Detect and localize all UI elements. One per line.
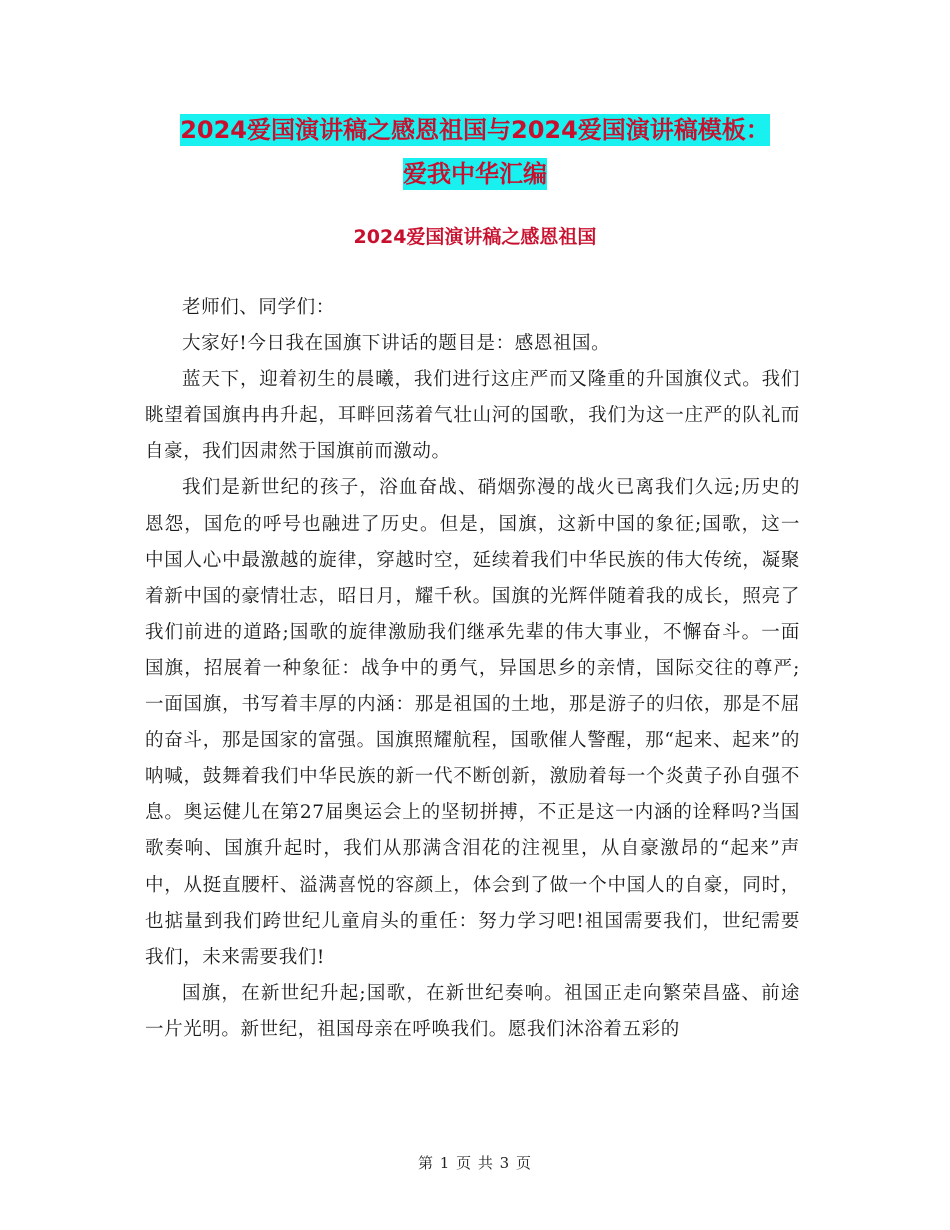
document-title-line-2 (0, 157, 950, 191)
paragraph: 国旗，在新世纪升起;国歌，在新世纪奏响。祖国正走向繁荣昌盛、前途一片光明。新世纪，祖国母亲在呼唤我们。愿我们沐浴着五彩的 (145, 982, 800, 1040)
paragraph: 蓝天下，迎着初生的晨曦，我们进行这庄严而又隆重的升国旗仪式。我们眺望着国旗冉冉升起，耳畔回荡着气壮山河的国歌，我们为这一庄严的队礼而自豪，我们因肃然于国旗前而激动。 (145, 369, 800, 463)
section-heading: 2024爱国演讲稿之感恩祖国 (353, 226, 597, 248)
document-title-line-1 (0, 113, 950, 147)
title-highlight: 爱我中华汇编 (403, 160, 547, 188)
paragraph-greeting: 大家好!今日我在国旗下讲话的题目是：感恩祖国。 (182, 333, 611, 355)
body-text (145, 290, 800, 1048)
title-highlight: 2024爱国演讲稿之感恩祖国与2024爱国演讲稿模板： (180, 116, 770, 144)
page-footer: 第 1 页 共 3 页 (418, 1154, 532, 1172)
paragraph-salutation: 老师们、同学们： (182, 297, 335, 318)
paragraph: 我们是新世纪的孩子，浴血奋战、硝烟弥漫的战火已离我们久远;历史的恩怨，国危的呼号也融进了历史。但是，国旗，这新中国的象征;国歌，这一中国人心中最激越的旋律，穿越时空，延续着我们中华民族的伟大传统，凝聚着新中国的豪情壮志，昭日月，耀千秋。国旗的光辉伴随着我的成长，照亮了我们前进的道路;国歌的旋律激励我们继承先辈的伟大事业，不懈奋斗。一面国旗，招展着一种象征：战争中的勇气，异国思乡的亲情，国际交往的尊严;一面国旗，书写着丰厚的内涵：那是祖国的土地，那是游子的归依，那是不屈的奋斗，那是国家的富强。国旗照耀航程，国歌催人警醒，那“起来、起来”的呐喊，鼓舞着我们中华民族的新一代不断创新，激励着每一个炎黄子孙自强不息。奥运健儿在第27届奥运会上的坚韧拼搏，不正是这一内涵的诠释吗?当国歌奏响、国旗升起时，我们从那满含泪花的注视里，从自豪激昂的“起来”声中，从挺直腰杆、溢满喜悦的容颜上，体会到了做一个中国人的自豪，同时，也掂量到我们跨世纪儿童肩头的重任：努力学习吧!祖国需要我们，世纪需要我们，未来需要我们! (145, 477, 800, 968)
